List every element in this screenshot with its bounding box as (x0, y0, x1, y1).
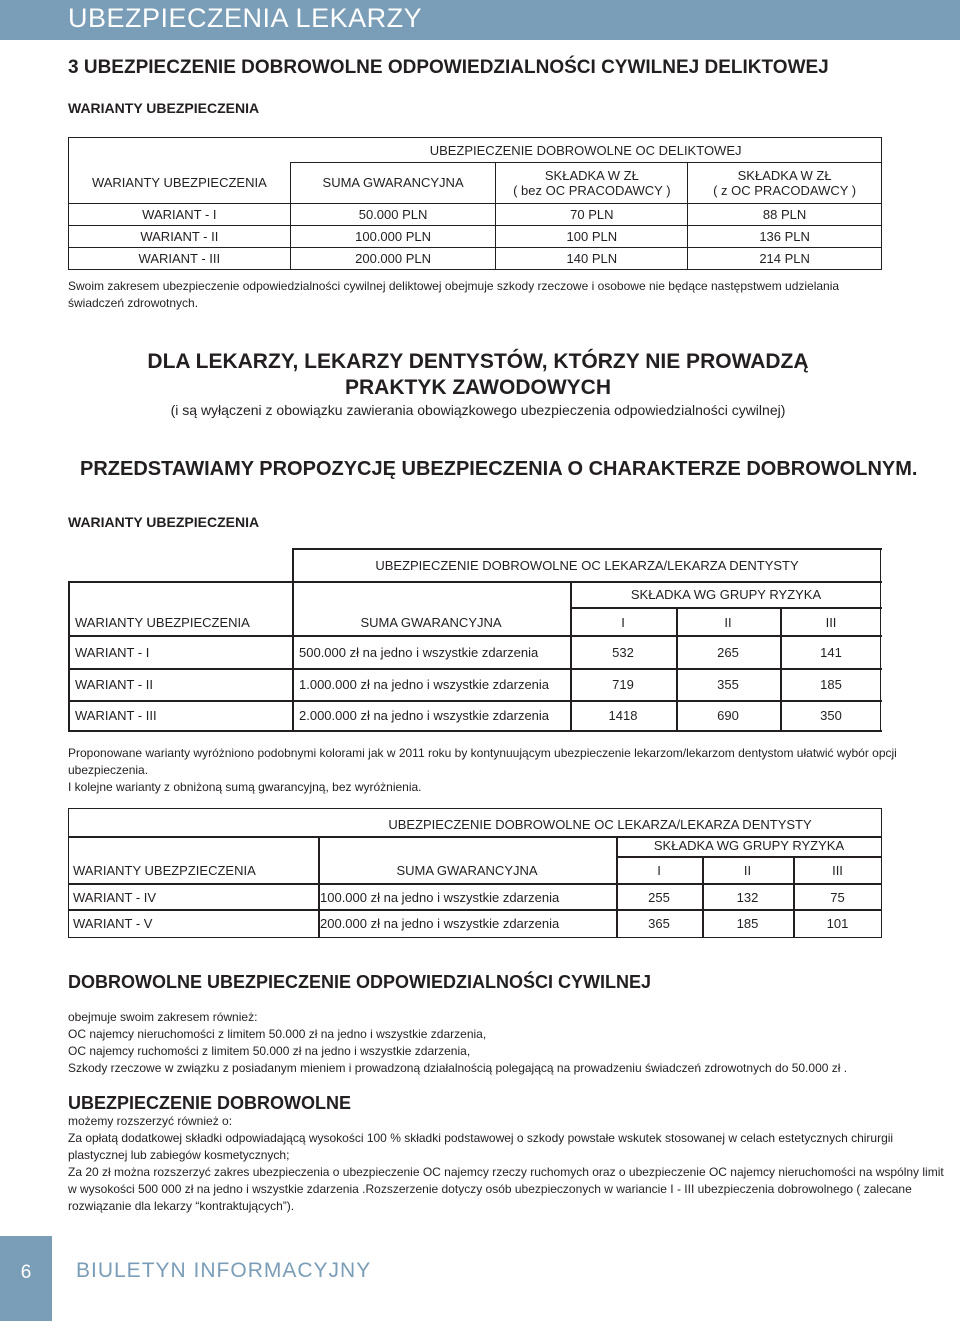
premium-a-line1: SKŁADKA W ZŁ (544, 167, 639, 183)
premium-b-line1: SKŁADKA W ZŁ (737, 167, 832, 183)
group-2-cell: 355 (717, 677, 739, 692)
group-2-cell: 132 (736, 890, 759, 905)
variant-cell: WARIANT - III (69, 247, 291, 269)
group-2-cell: 185 (736, 916, 759, 931)
group-3-cell: 141 (820, 645, 842, 660)
col-header-group-2: II (743, 863, 752, 878)
variants-label: WARIANTY UBEZPIECZENIA (68, 514, 260, 530)
variant-cell: WARIANT - I (69, 203, 291, 225)
page-header-title: UBEZPIECZENIA LEKARZY (68, 3, 423, 33)
col-header-variants: WARIANTY UBEZPIECZENIA (75, 615, 250, 630)
table-row (69, 203, 882, 225)
sum-cell: 200.000 PLN (290, 247, 496, 269)
civil-liability-title: DOBROWOLNE UBEZPIECZENIE ODPOWIEDZIALNOŚCI CYWILNEJ (68, 972, 652, 992)
col-header-variants: WARIANTY UBEZPZIECZENIA (73, 863, 256, 878)
col-header-premium-b (688, 163, 882, 204)
premium-a-cell: 140 PLN (496, 247, 688, 269)
group-1-cell: 719 (612, 677, 634, 692)
col-header-group-1: I (621, 615, 625, 630)
variant-cell: WARIANT - IV (73, 890, 157, 905)
section-title: 3 UBEZPIECZENIE DOBROWOLNE ODPOWIEDZIALNOŚCI CYWILNEJ DELIKTOWEJ (68, 57, 829, 78)
table-row (69, 247, 882, 269)
table-caption: UBEZPIECZENIE DOBROWOLNE OC LEKARZA/LEKARZA DENTYSTY (388, 817, 812, 832)
liability-table (68, 137, 882, 270)
premium-b-cell: 214 PLN (688, 247, 882, 269)
group-1-cell: 365 (648, 916, 670, 931)
group-3-cell: 350 (820, 708, 842, 723)
col-header-premium-a (496, 163, 688, 204)
doctors-title-line1: DLA LEKARZY, LEKARZY DENTYSTÓW, KTÓRZY NIE PROWADZĄ (147, 350, 809, 373)
civil-line: OC najemcy ruchomości z limitem 50.000 zł na jedno i wszystkie zdarzenia, (68, 1044, 471, 1058)
sum-cell: 100.000 PLN (290, 225, 496, 247)
page-number: 6 (20, 1262, 32, 1283)
col-header-sum: SUMA GWARANCYJNA (290, 163, 496, 204)
risk-header: SKŁADKA WG GRUPY RYZYKA (653, 838, 845, 853)
doctor-table-extra (68, 808, 882, 938)
proposal-note-line2: ubezpieczenia. (68, 763, 149, 777)
voluntary-line: Za 20 zł można rozszerzyć zakres ubezpieczenia o ubezpieczenie OC najemcy rzeczy ruchomych oraz o ubezpieczenie OC najemcy nieruchomości na wspólny limit (68, 1165, 944, 1179)
voluntary-line: plastycznej lub zabiegów kosmetycznych; (68, 1148, 290, 1162)
group-1-cell: 1418 (608, 708, 638, 723)
premium-b-cell: 88 PLN (688, 203, 882, 225)
group-2-cell: 265 (717, 645, 739, 660)
col-header-sum: SUMA GWARANCYJNA (396, 863, 538, 878)
voluntary-line: Za opłatą dodatkowej składki odpowiadającą wysokości 100 % składki podstawowej o szkody powstałe wskutek stosowanej w celach estetycznych chirurgii (68, 1131, 894, 1145)
variant-cell: WARIANT - I (75, 645, 150, 660)
voluntary-line: rozwiązanie dla lekarzy “kontraktujących”). (68, 1199, 295, 1213)
col-header-group-3: III (825, 615, 837, 630)
voluntary-title: UBEZPIECZENIE DOBROWOLNE (68, 1093, 352, 1113)
sum-cell: 2.000.000 zł na jedno i wszystkie zdarzenia (299, 708, 550, 723)
col-header-group-3: III (832, 863, 843, 878)
sum-cell: 100.000 zł na jedno i wszystkie zdarzenia (320, 890, 560, 905)
voluntary-line: możemy rozszerzyć również o: (68, 1114, 233, 1128)
sum-cell: 500.000 zł na jedno i wszystkie zdarzenia (299, 645, 539, 660)
premium-a-line2: ( bez OC PRACODAWCY ) (513, 182, 671, 198)
variant-cell: WARIANT - II (69, 225, 291, 247)
proposal-note-line1: Proponowane warianty wyróżniono podobnymi kolorami jak w 2011 roku by kontynuującym ubezpieczenie lekarzom/lekarzom dentystom ułatwić wybór opcji (68, 746, 897, 760)
variant-cell: WARIANT - III (75, 708, 157, 723)
group-1-cell: 532 (612, 645, 634, 660)
voluntary-text (68, 1113, 944, 1215)
footer-publication-name: BIULETYN INFORMACYJNY (76, 1259, 372, 1282)
variant-cell: WARIANT - V (73, 916, 153, 931)
doctor-table (68, 548, 882, 733)
col-header-group-1: I (657, 863, 661, 878)
section-subtitle: WARIANTY UBEZPIECZENIA (68, 100, 260, 116)
civil-liability-text (68, 1009, 898, 1077)
voluntary-line: w wysokości 500 000 zł na jedno i wszystkie zdarzenia .Rozszerzenie dotyczy osób ubezpieczonych w wariancie I - III ubezpieczenia dobrowolnego ( zalecane (68, 1182, 912, 1196)
premium-b-line2: ( z OC PRACODAWCY ) (713, 182, 857, 198)
table-caption: UBEZPIECZENIE DOBROWOLNE OC LEKARZA/LEKARZA DENTYSTY (375, 558, 799, 573)
group-3-cell: 185 (820, 677, 842, 692)
col-header-sum: SUMA GWARANCYJNA (360, 615, 502, 630)
proposal-heading: PRZEDSTAWIAMY PROPOZYCJĘ UBEZPIECZENIA O CHARAKTERZE DOBROWOLNYM. (80, 458, 918, 480)
premium-a-cell: 100 PLN (496, 225, 688, 247)
risk-header: SKŁADKA WG GRUPY RYZYKA (630, 587, 822, 602)
group-2-cell: 690 (717, 708, 739, 723)
table-caption: UBEZPIECZENIE DOBROWOLNE OC DELIKTOWEJ (290, 138, 881, 163)
civil-line: OC najemcy nieruchomości z limitem 50.000 zł na jedno i wszystkie zdarzenia, (68, 1027, 487, 1041)
civil-line: Szkody rzeczowe w związku z posiadanym mieniem i prowadzoną działalnością polegającą na prowadzeniu świadczeń zdrowotnych do 50.000 zł . (68, 1061, 848, 1075)
group-3-cell: 101 (826, 916, 849, 931)
col-header-variants: WARIANTY UBEZPIECZENIA (69, 163, 291, 204)
proposal-note (68, 745, 897, 796)
sum-cell: 200.000 zł na jedno i wszystkie zdarzenia (320, 916, 560, 931)
group-3-cell: 75 (830, 890, 845, 905)
liability-note: Swoim zakresem ubezpieczenie odpowiedzialności cywilnej deliktowej obejmuje szkody rzeczowe i osobowe nie będące następstwem udzielania świadczeń zdrowotnych. (68, 279, 840, 310)
sum-cell: 1.000.000 zł na jedno i wszystkie zdarzenia (299, 677, 550, 692)
premium-a-cell: 70 PLN (496, 203, 688, 225)
premium-b-cell: 136 PLN (688, 225, 882, 247)
sum-cell: 50.000 PLN (290, 203, 496, 225)
table-row (69, 225, 882, 247)
variant-cell: WARIANT - II (75, 677, 153, 692)
doctors-title-line2: PRAKTYK ZAWODOWYCH (345, 376, 611, 399)
proposal-note-line3: I kolejne warianty z obniżoną sumą gwarancyjną, bez wyróżnienia. (68, 780, 422, 794)
civil-line: obejmuje swoim zakresem również: (68, 1010, 258, 1024)
col-header-group-2: II (724, 615, 732, 630)
doctors-subtitle: (i są wyłączeni z obowiązku zawierania obowiązkowego ubezpieczenia odpowiedzialności cywilnej) (170, 402, 786, 418)
group-1-cell: 255 (648, 890, 670, 905)
